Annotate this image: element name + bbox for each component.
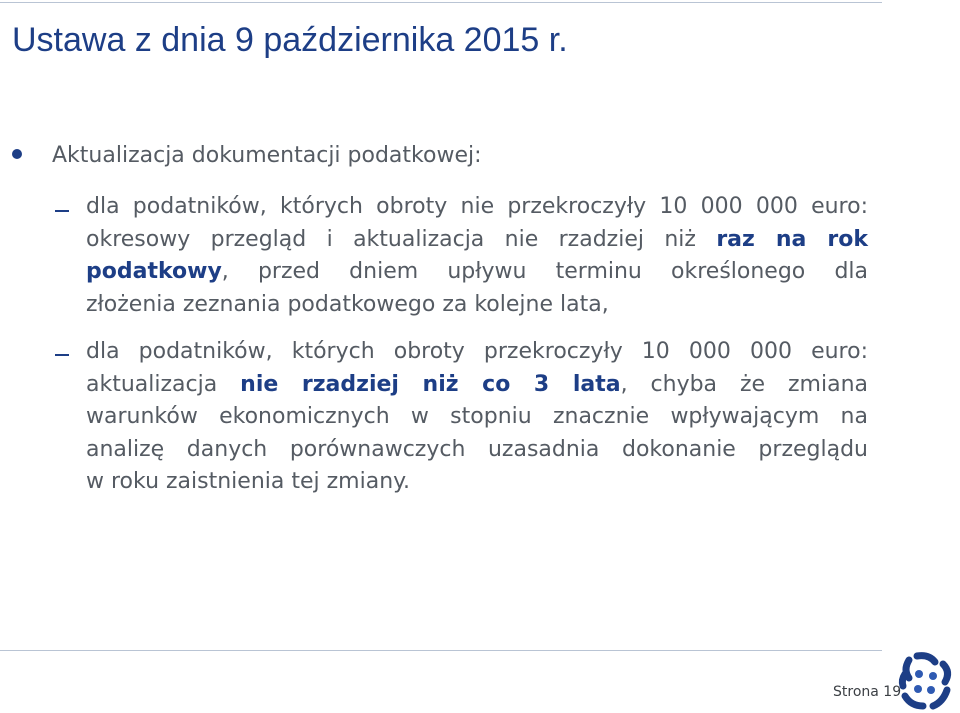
footer-divider	[0, 650, 882, 651]
body-text: dla podatników, których obroty nie przekroczyły 10 000 000 euro:	[86, 194, 868, 219]
bullet-dot-icon	[12, 149, 22, 159]
dash-icon	[55, 210, 69, 212]
body-text: analizę danych porównawczych uzasadnia dokonanie przeglądu	[86, 436, 868, 462]
slide-title: Ustawa z dnia 9 października 2015 r.	[12, 21, 568, 59]
body-text: aktualizacja	[86, 371, 241, 397]
emphasis-text: podatkowy	[86, 259, 222, 285]
emphasis-text: raz na rok	[716, 226, 869, 252]
body-text: złożenia zeznania podatkowego za kolejne lata,	[86, 291, 609, 317]
body-text: , chyba że zmiana	[620, 371, 868, 397]
text-line	[86, 191, 868, 224]
text-line	[86, 256, 868, 289]
body-text: okresowy przegląd i aktualizacja nie rzadziej niż	[86, 226, 717, 252]
text-line	[86, 466, 868, 499]
emphasis-text: nie rzadziej niż co 3 lata	[240, 371, 621, 397]
text-line	[86, 369, 868, 402]
company-logo-icon	[895, 650, 957, 712]
header-divider	[0, 2, 882, 3]
text-line	[86, 434, 868, 467]
body-text: w roku zaistnienia tej zmiany.	[86, 469, 411, 495]
text-line	[86, 401, 868, 434]
sub-item-2	[86, 336, 868, 499]
text-line	[86, 289, 868, 322]
page-number: Strona 19	[833, 684, 902, 700]
sub-item-1	[86, 191, 868, 321]
body-text: dla podatników, których obroty przekroczyły 10 000 000 euro:	[86, 339, 868, 364]
bullet-main: Aktualizacja dokumentacji podatkowej:	[52, 143, 482, 168]
body-text: , przed dniem upływu terminu określonego dla	[221, 259, 868, 285]
text-line	[86, 336, 868, 369]
dash-icon	[55, 354, 69, 356]
text-line	[86, 224, 868, 257]
body-text: warunków ekonomicznych w stopniu znacznie wpływającym na	[86, 404, 868, 430]
